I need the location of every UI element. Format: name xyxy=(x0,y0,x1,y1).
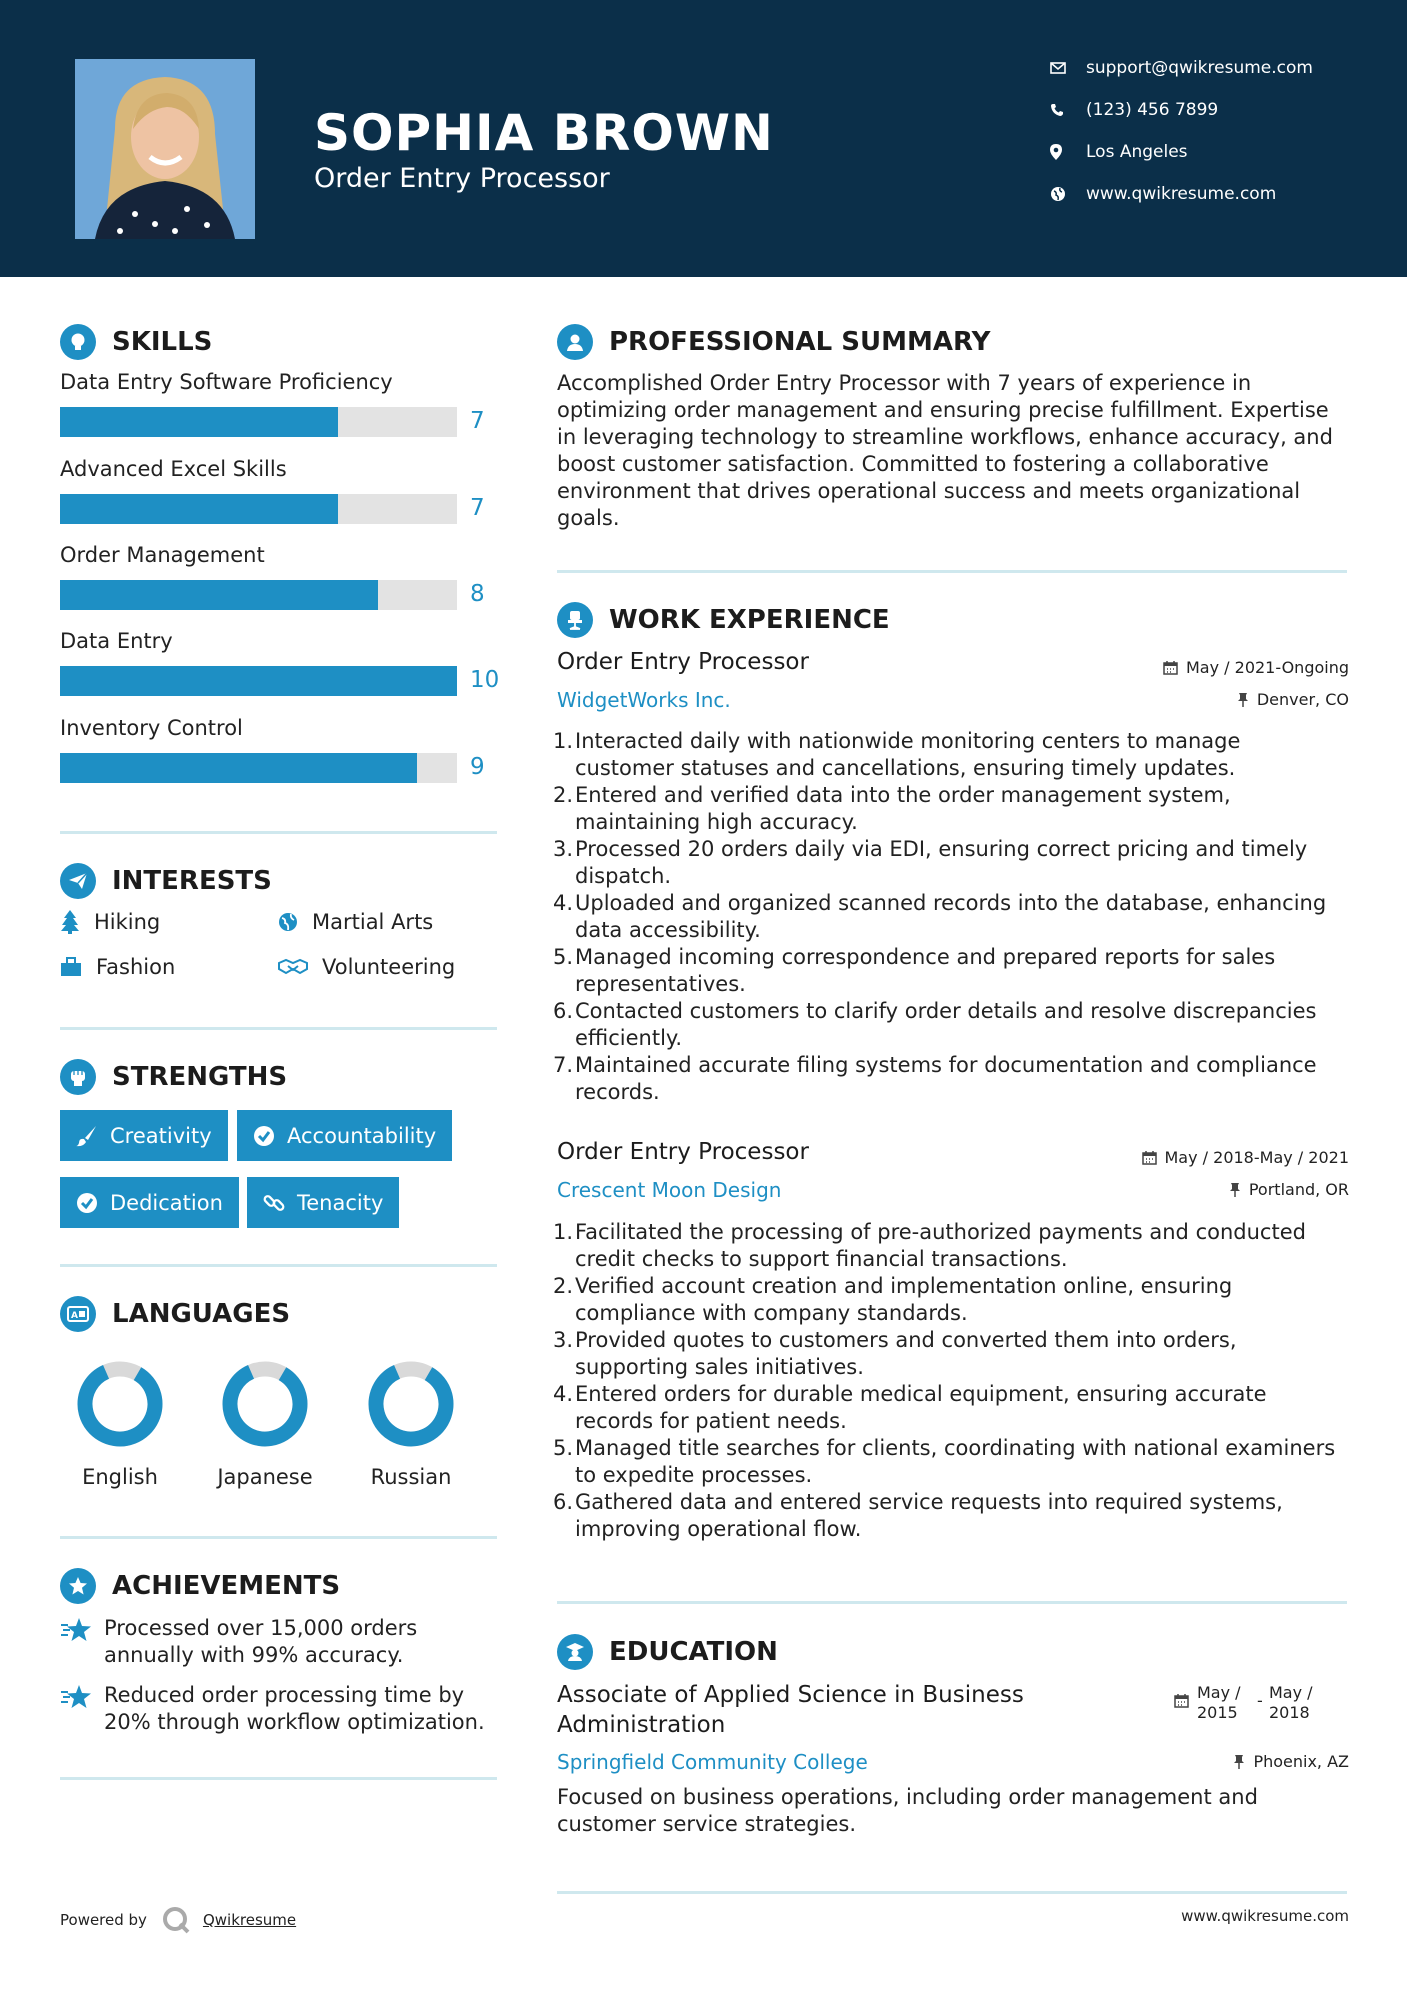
brush-icon xyxy=(76,1125,98,1147)
paper-plane-icon xyxy=(60,863,96,899)
strength-badge: Creativity xyxy=(60,1110,228,1161)
interest-item: Volunteering xyxy=(278,955,455,979)
job-bullet: 7. Maintained accurate filing systems for documentation and compliance records. xyxy=(553,1053,1317,1104)
job-bullet: 3. Processed 20 orders daily via EDI, ensuring correct pricing and timely dispatch. xyxy=(553,837,1308,888)
job-dates: May / 2018-May / 2021 xyxy=(1142,1148,1350,1167)
calendar-icon xyxy=(1163,660,1178,675)
job-location: Portland, OR xyxy=(1229,1180,1349,1199)
divider xyxy=(60,831,497,834)
calendar-icon xyxy=(1174,1683,1189,1723)
skill-bar xyxy=(60,494,457,524)
phone-icon xyxy=(1050,103,1086,117)
globe-icon xyxy=(1050,186,1086,202)
school-name: Springfield Community College xyxy=(557,1750,868,1774)
pushpin-icon xyxy=(1229,1182,1241,1197)
skill-bar-fill xyxy=(60,407,338,437)
language-label: English xyxy=(82,1465,158,1489)
job-bullet: 4. Entered orders for durable medical equipment, ensuring accurate records for patient needs. xyxy=(553,1382,1267,1433)
skill-bar xyxy=(60,580,457,610)
skill-value: 10 xyxy=(470,667,500,693)
lightbulb-icon xyxy=(60,324,96,360)
skill-bar-fill xyxy=(60,753,417,783)
interest-item: Fashion xyxy=(60,955,175,979)
star-badge-icon xyxy=(60,1568,96,1604)
star-icon xyxy=(60,1682,104,1736)
office-chair-icon xyxy=(557,602,593,638)
link-icon xyxy=(263,1192,285,1214)
interest-item: Martial Arts xyxy=(278,910,433,934)
check-circle-icon xyxy=(76,1192,98,1214)
job-bullet: 2. Verified account creation and implementation online, ensuring compliance with company standards. xyxy=(553,1274,1233,1325)
language-label: Japanese xyxy=(217,1465,313,1489)
envelope-icon xyxy=(1050,62,1086,74)
globe-icon xyxy=(278,912,298,932)
calendar-icon xyxy=(1142,1150,1157,1165)
education-description: Focused on business operations, including order management and customer service strategies. xyxy=(557,1785,1258,1836)
skill-name: Data Entry xyxy=(60,629,173,653)
job-bullet: 6. Gathered data and entered service requests into required systems, improving operational flow. xyxy=(553,1490,1283,1541)
skill-value: 7 xyxy=(470,495,485,521)
divider xyxy=(60,1264,497,1267)
education-location: Phoenix, AZ xyxy=(1233,1752,1349,1771)
language-donut xyxy=(75,1359,165,1453)
graduate-icon xyxy=(557,1634,593,1670)
interests-section-title: INTERESTS xyxy=(60,863,272,899)
experience-section-title: WORK EXPERIENCE xyxy=(557,602,890,638)
company-name: Crescent Moon Design xyxy=(557,1178,782,1202)
profile-photo xyxy=(75,59,255,239)
interest-item: Hiking xyxy=(60,910,160,934)
handshake-icon xyxy=(278,957,308,977)
divider xyxy=(60,1536,497,1539)
candidate-role: Order Entry Processor xyxy=(314,163,610,194)
job-bullets xyxy=(553,728,1338,1106)
contact-website[interactable]: www.qwikresume.com xyxy=(1050,184,1276,204)
skill-value: 8 xyxy=(470,581,485,607)
job-title: Order Entry Processor xyxy=(557,1139,809,1165)
achievement-item: Reduced order processing time by 20% through workflow optimization. xyxy=(60,1682,500,1736)
education-section-title: EDUCATION xyxy=(557,1634,778,1670)
job-bullet: 5. Managed title searches for clients, coordinating with national examiners to expedite processes. xyxy=(553,1436,1336,1487)
languages-section-title: A LANGUAGES xyxy=(60,1296,290,1332)
skill-bar xyxy=(60,753,457,783)
contact-location: Los Angeles xyxy=(1050,142,1188,162)
skill-name: Advanced Excel Skills xyxy=(60,457,287,481)
divider xyxy=(557,1601,1347,1604)
strength-badge: Accountability xyxy=(237,1110,452,1161)
candidate-name: SOPHIA BROWN xyxy=(314,104,774,162)
job-bullet: 3. Provided quotes to customers and converted them into orders, supporting sales initiatives. xyxy=(553,1328,1237,1379)
skill-bar-fill xyxy=(60,666,457,696)
job-bullet: 2. Entered and verified data into the order management system, maintaining high accuracy. xyxy=(553,783,1231,834)
language-icon xyxy=(60,1296,96,1332)
skill-name: Data Entry Software Proficiency xyxy=(60,370,393,394)
education-dates: May / 2015 - May / 2018 xyxy=(1174,1683,1313,1723)
skill-bar xyxy=(60,666,457,696)
qwikresume-link[interactable]: Qwikresume xyxy=(202,1911,297,1929)
divider xyxy=(60,1777,497,1780)
company-name: WidgetWorks Inc. xyxy=(557,688,731,712)
job-title: Order Entry Processor xyxy=(557,649,809,675)
summary-section-title: PROFESSIONAL SUMMARY xyxy=(557,324,990,360)
resume-header xyxy=(0,0,1407,277)
divider xyxy=(60,1027,497,1030)
pushpin-icon xyxy=(1233,1754,1245,1769)
job-bullet: 1. Facilitated the processing of pre-authorized payments and conducted credit checks to support financial transactions. xyxy=(553,1220,1306,1271)
divider xyxy=(557,570,1347,573)
summary-text: Accomplished Order Entry Processor with 7 years of experience in optimizing order management and ensuring precise fulfillment. Expertise in leveraging technology to streamline workflows, enhance accuracy, and boost customer satisfaction. Committed to fostering a collaborative environment that drives operational success and meets organizational goals. xyxy=(557,371,1333,530)
svg-text:A: A xyxy=(71,1311,78,1321)
skill-bar-fill xyxy=(60,580,378,610)
powered-by: Powered by Qwikresume xyxy=(60,1905,296,1935)
job-bullet: 4. Uploaded and organized scanned records into the database, enhancing data accessibility. xyxy=(553,891,1327,942)
user-icon xyxy=(557,324,593,360)
check-circle-icon xyxy=(253,1125,275,1147)
achievements-section-title: ACHIEVEMENTS xyxy=(60,1568,340,1604)
divider xyxy=(557,1891,1347,1894)
tree-icon xyxy=(60,910,80,934)
strengths-section-title: STRENGTHS xyxy=(60,1059,287,1095)
skills-section-title: SKILLS xyxy=(60,324,212,360)
skill-name: Inventory Control xyxy=(60,716,243,740)
job-dates: May / 2021-Ongoing xyxy=(1163,658,1349,677)
strength-badge: Dedication xyxy=(60,1177,239,1228)
job-bullet: 5. Managed incoming correspondence and prepared reports for sales representatives. xyxy=(553,945,1276,996)
achievement-item: Processed over 15,000 orders annually with 99% accuracy. xyxy=(60,1615,500,1669)
contact-phone: (123) 456 7899 xyxy=(1050,100,1218,120)
map-pin-icon xyxy=(1050,144,1086,160)
job-bullet: 1. Interacted daily with nationwide monitoring centers to manage customer statuses and cancellations, ensuring timely updates. xyxy=(553,729,1241,780)
qwikresume-logo-icon xyxy=(161,1905,191,1935)
footer-website[interactable]: www.qwikresume.com xyxy=(1181,1907,1349,1925)
star-icon xyxy=(60,1615,104,1669)
pushpin-icon xyxy=(1237,692,1249,707)
strength-badge: Tenacity xyxy=(247,1177,399,1228)
raised-fist-icon xyxy=(60,1059,96,1095)
job-location: Denver, CO xyxy=(1237,690,1349,709)
skill-bar xyxy=(60,407,457,437)
skill-value: 7 xyxy=(470,408,485,434)
job-bullets xyxy=(553,1219,1338,1543)
skill-value: 9 xyxy=(470,754,485,780)
language-donut xyxy=(366,1359,456,1453)
language-label: Russian xyxy=(370,1465,452,1489)
job-bullet: 6. Contacted customers to clarify order details and resolve discrepancies efficiently. xyxy=(553,999,1317,1050)
briefcase-icon xyxy=(60,957,82,977)
degree-title: Associate of Applied Science in Business Administration xyxy=(557,1682,1024,1738)
skill-name: Order Management xyxy=(60,543,265,567)
contact-email[interactable]: support@qwikresume.com xyxy=(1050,58,1313,78)
language-donut xyxy=(220,1359,310,1453)
skill-bar-fill xyxy=(60,494,338,524)
